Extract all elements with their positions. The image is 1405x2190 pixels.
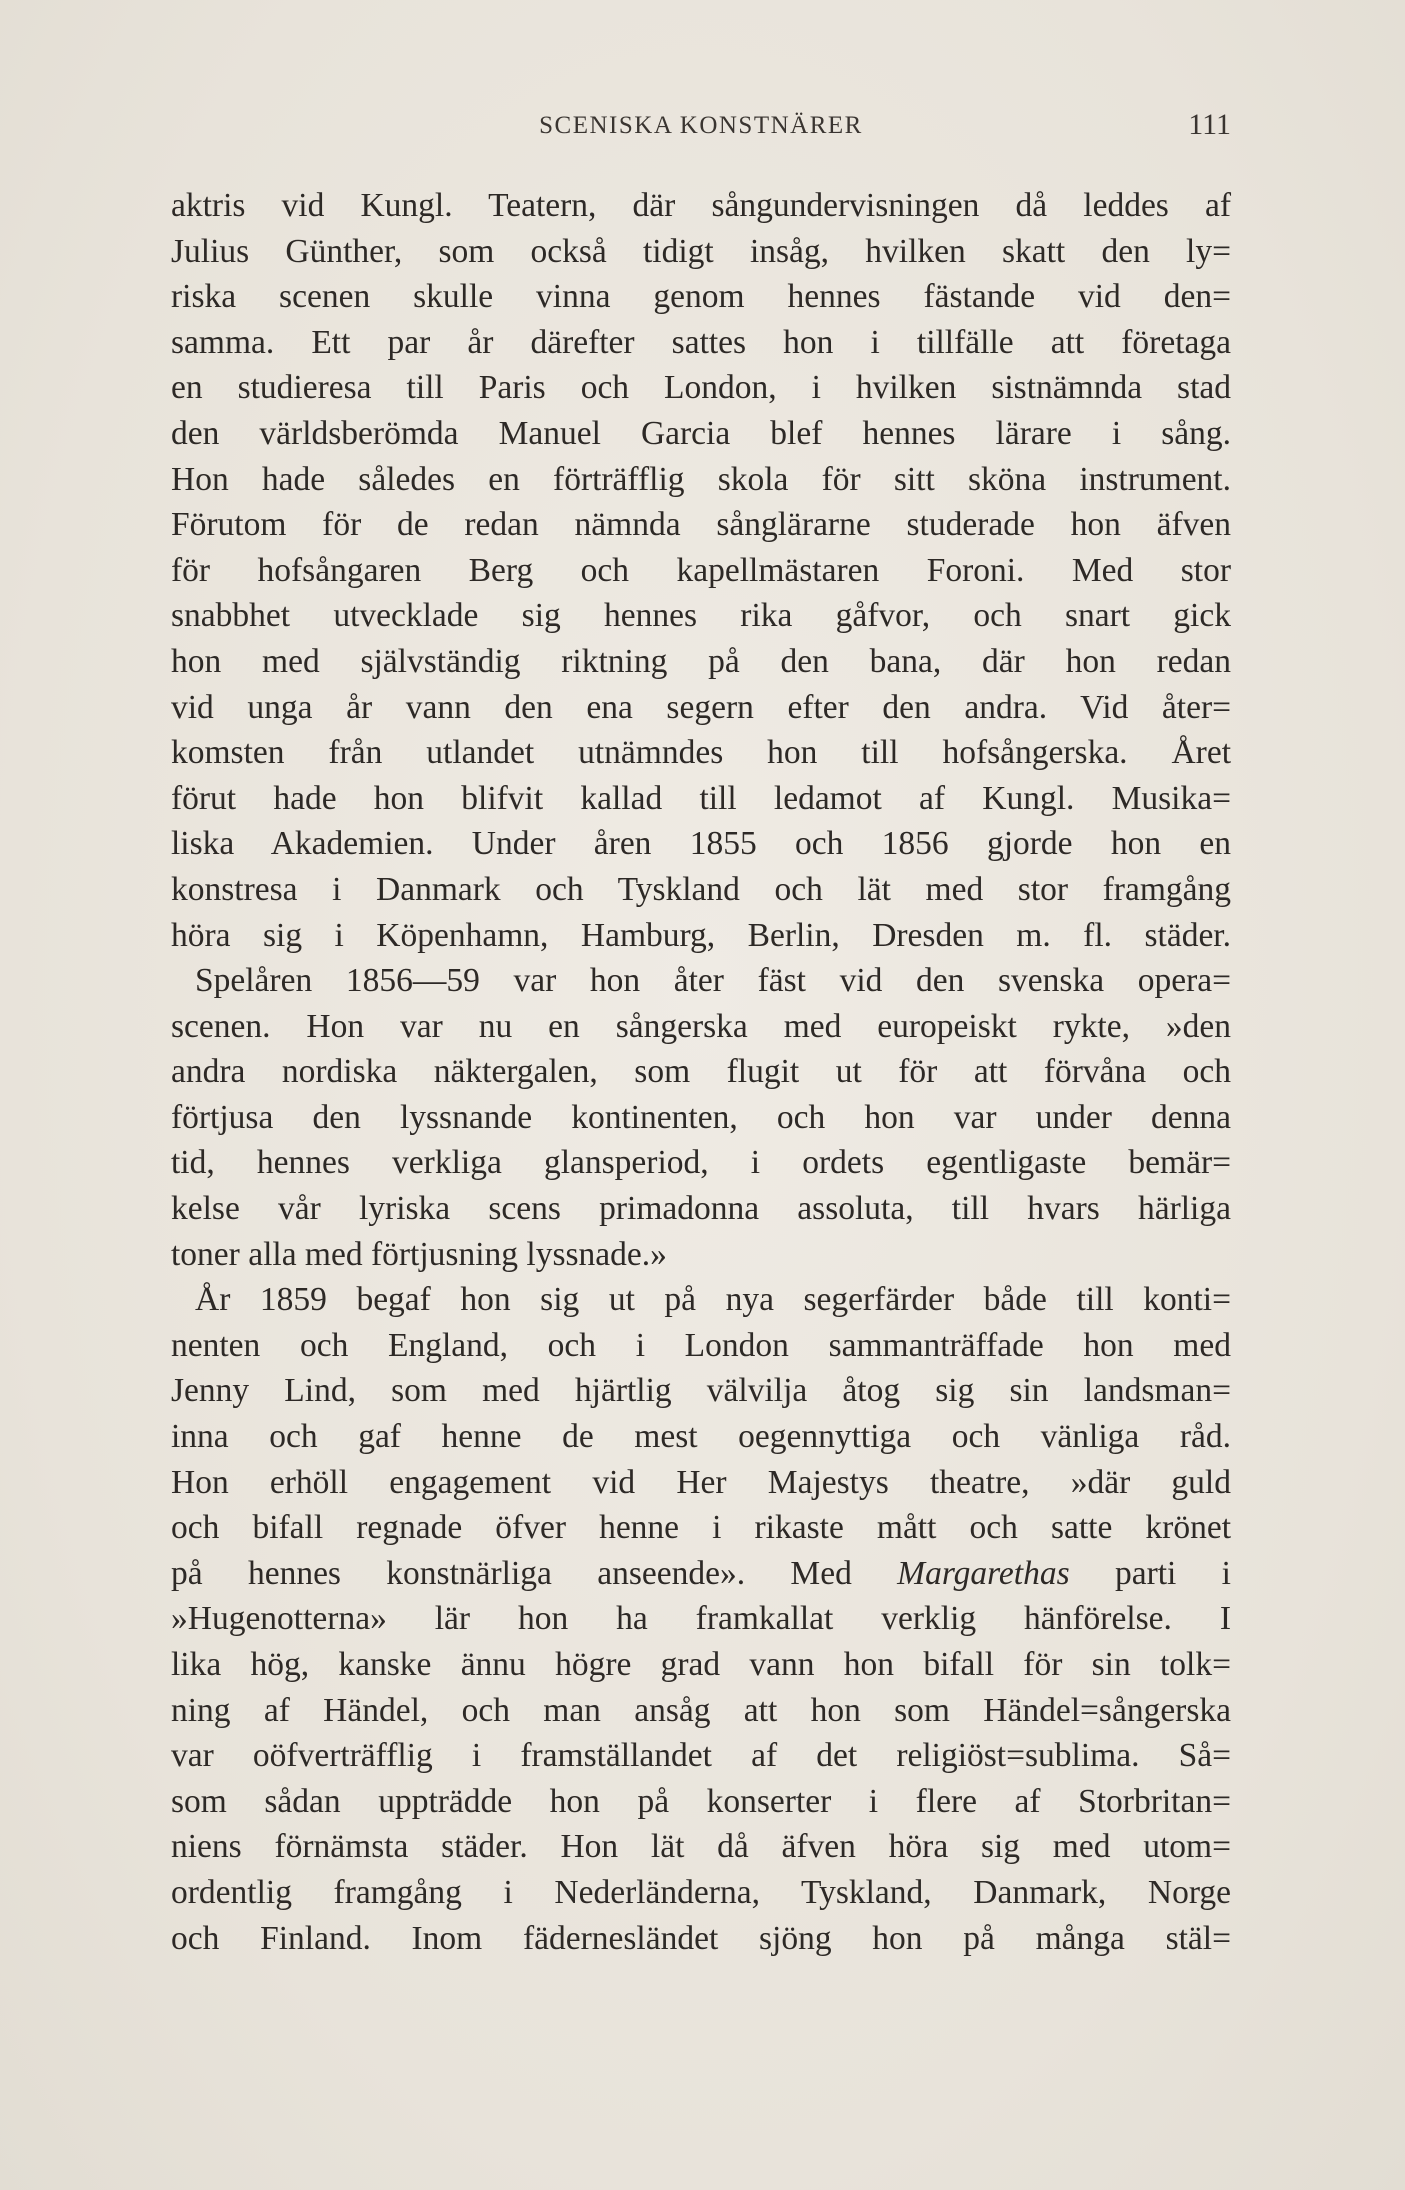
text-line: toner alla med förtjusning lyssnade.» xyxy=(171,1235,667,1273)
body-text xyxy=(171,183,1231,1961)
line-end: parti i xyxy=(1069,1554,1231,1592)
text-line: förtjusa den lyssnande kontinenten, och hon var under denna xyxy=(171,1098,1231,1136)
text-line: komsten från utlandet utnämndes hon till hofsångerska. Året xyxy=(171,734,1231,772)
text-line-italic-mix xyxy=(171,1551,1231,1597)
text-line: scenen. Hon var nu en sångerska med europeiskt rykte, »den xyxy=(171,1007,1231,1045)
text-line: Hon hade således en förträfflig skola för sitt sköna instrument. xyxy=(171,460,1231,498)
text-line: Spelåren 1856—59 var hon åter fäst vid den svenska opera= xyxy=(195,962,1231,1000)
text-line: ordentlig framgång i Nederländerna, Tyskland, Danmark, Norge xyxy=(171,1873,1231,1911)
text-line: hon med självständig riktning på den bana, där hon redan xyxy=(171,642,1231,680)
text-line: andra nordiska näktergalen, som flugit ut för att förvåna och xyxy=(171,1053,1231,1091)
text-line: höra sig i Köpenhamn, Hamburg, Berlin, Dresden m. fl. städer. xyxy=(171,916,1231,954)
text-line: »Hugenotterna» lär hon ha framkallat verklig hänförelse. I xyxy=(171,1600,1231,1638)
text-line: konstresa i Danmark och Tyskland och lät med stor framgång xyxy=(171,870,1231,908)
text-line: och Finland. Inom fädernesländet sjöng hon på många stäl= xyxy=(171,1919,1231,1957)
text-line: Jenny Lind, som med hjärtlig välvilja åtog sig sin landsman= xyxy=(171,1372,1231,1410)
page-header xyxy=(171,108,1231,148)
page-number: 111 xyxy=(1188,108,1231,141)
text-line: aktris vid Kungl. Teatern, där sångundervisningen då leddes af xyxy=(171,187,1231,224)
text-line: År 1859 begaf hon sig ut på nya segerfärder både till konti= xyxy=(195,1281,1231,1319)
line-start: på hennes konstnärliga anseende». Med xyxy=(171,1554,898,1592)
text-line: kelse vår lyriska scens primadonna assoluta, till hvars härliga xyxy=(171,1190,1231,1228)
running-title: SCENISKA KONSTNÄRER xyxy=(539,112,863,139)
text-line: snabbhet utvecklade sig hennes rika gåfvor, och snart gick xyxy=(171,597,1231,635)
text-line: tid, hennes verkliga glansperiod, i ordets egentligaste bemär= xyxy=(171,1144,1231,1182)
text-line: förut hade hon blifvit kallad till ledamot af Kungl. Musika= xyxy=(171,779,1231,817)
text-line: Förutom för de redan nämnda sånglärarne studerade hon äfven xyxy=(171,506,1231,544)
text-line: niens förnämsta städer. Hon lät då äfven höra sig med utom= xyxy=(171,1828,1231,1866)
text-line: Hon erhöll engagement vid Her Majestys theatre, »där guld xyxy=(171,1463,1231,1501)
text-line: var oöfverträfflig i framställandet af det religiöst=sublima. Så= xyxy=(171,1737,1231,1775)
text-line: för hofsångaren Berg och kapellmästaren Foroni. Med stor xyxy=(171,551,1231,589)
italic-opera-title: Margarethas xyxy=(897,1554,1070,1592)
text-line: lika hög, kanske ännu högre grad vann hon bifall för sin tolk= xyxy=(171,1646,1231,1683)
text-line: liska Akademien. Under åren 1855 och 1856 gjorde hon en xyxy=(171,825,1231,863)
text-line: en studieresa till Paris och London, i hvilken sistnämnda stad xyxy=(171,369,1231,407)
text-line: Julius Günther, som också tidigt insåg, hvilken skatt den ly= xyxy=(171,232,1231,270)
text-line: samma. Ett par år därefter sattes hon i tillfälle att företaga xyxy=(171,323,1231,361)
text-line: ning af Händel, och man ansåg att hon som Händel=sångerska xyxy=(171,1691,1231,1729)
text-line: riska scenen skulle vinna genom hennes fästande vid den= xyxy=(171,278,1231,316)
text-line: och bifall regnade öfver henne i rikaste mått och satte krönet xyxy=(171,1509,1231,1547)
text-line: som sådan uppträdde hon på konserter i flere af Storbritan= xyxy=(171,1782,1231,1820)
text-line: vid unga år vann den ena segern efter den andra. Vid åter= xyxy=(171,688,1231,726)
text-line: nenten och England, och i London sammanträffade hon med xyxy=(171,1326,1231,1364)
text-line: den världsberömda Manuel Garcia blef hennes lärare i sång. xyxy=(171,414,1231,452)
text-line: inna och gaf henne de mest oegennyttiga och vänliga råd. xyxy=(171,1418,1231,1456)
